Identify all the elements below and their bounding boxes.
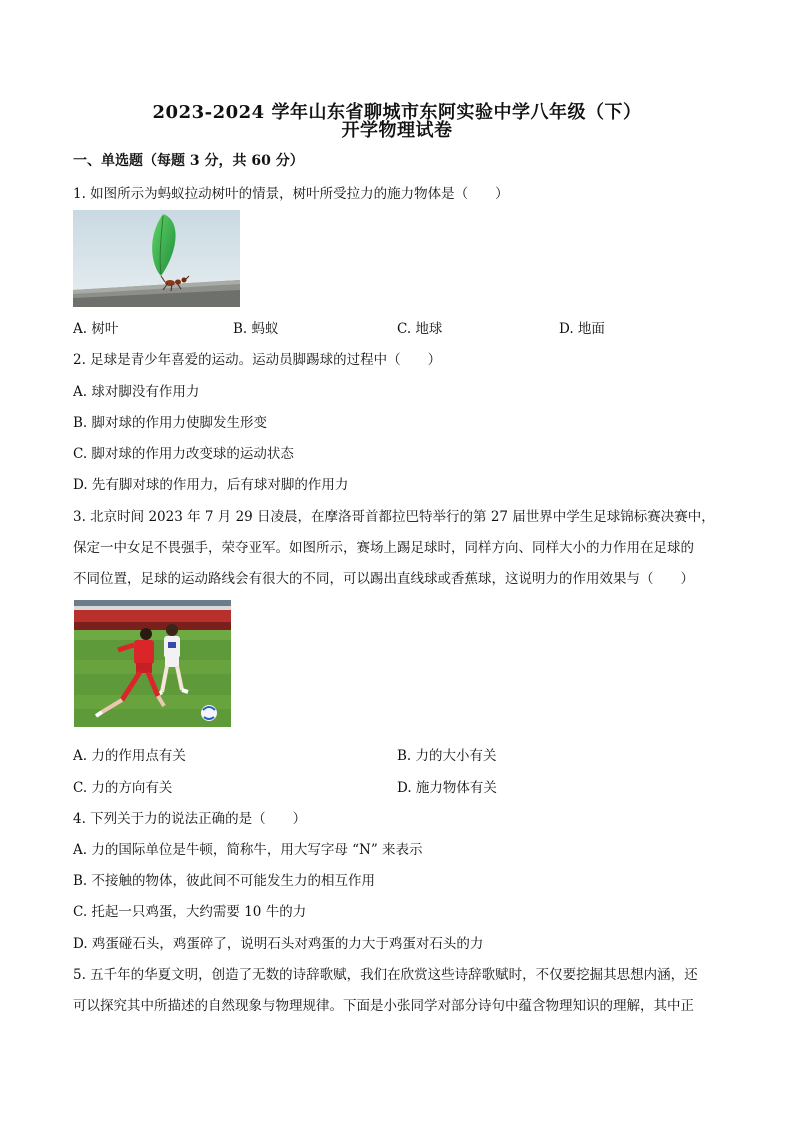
q3-option-c: C. 力的方向有关	[73, 780, 173, 796]
q2-option-d: D. 先有脚对球的作用力，后有球对脚的作用力	[73, 477, 349, 493]
ant-leaf-figure	[73, 210, 240, 307]
q1-option-c: C. 地球	[397, 321, 443, 337]
exam-title: 2023-2024 学年山东省聊城市东阿实验中学八年级（下）	[152, 102, 642, 123]
q2-option-c: C. 脚对球的作用力改变球的运动状态	[73, 446, 294, 462]
q1-option-a: A. 树叶	[73, 321, 119, 337]
football-match-figure	[74, 600, 231, 727]
exam-subtitle: 开学物理试卷	[341, 120, 453, 141]
q3-option-d: D. 施力物体有关	[397, 780, 497, 796]
q3-option-a: A. 力的作用点有关	[73, 748, 186, 764]
question-3-stem-line-3: 不同位置，足球的运动路线会有很大的不同，可以踢出直线球或香蕉球，这说明力的作用效果与（ ）	[73, 571, 694, 587]
q1-option-d: D. 地面	[559, 321, 605, 337]
question-1-stem: 1. 如图所示为蚂蚁拉动树叶的情景，树叶所受拉力的施力物体是（ ）	[73, 186, 509, 202]
question-5-stem-line-1: 5. 五千年的华夏文明，创造了无数的诗辞歌赋，我们在欣赏这些诗辞歌赋时，不仅要挖掘其思想内涵，还	[73, 967, 698, 983]
question-5-stem-line-2: 可以探究其中所描述的自然现象与物理规律。下面是小张同学对部分诗句中蕴含物理知识的理解，其中正	[73, 998, 694, 1014]
q4-option-c: C. 托起一只鸡蛋，大约需要 10 牛的力	[73, 904, 307, 920]
q3-option-b: B. 力的大小有关	[397, 748, 497, 764]
question-3-stem-line-2: 保定一中女足不畏强手，荣夺亚军。如图所示，赛场上踢足球时，同样方向、同样大小的力作用在足球的	[73, 540, 694, 556]
question-3-stem-line-1: 3. 北京时间 2023 年 7 月 29 日凌晨，在摩洛哥首都拉巴特举行的第 27 届世界中学生足球锦标赛决赛中，	[73, 509, 715, 525]
question-2-stem: 2. 足球是青少年喜爱的运动。运动员脚踢球的过程中（ ）	[73, 352, 442, 368]
q4-option-d: D. 鸡蛋碰石头，鸡蛋碎了，说明石头对鸡蛋的力大于鸡蛋对石头的力	[73, 936, 484, 952]
section-heading: 一、单选题（每题 3 分，共 60 分）	[73, 153, 304, 169]
q4-option-b: B. 不接触的物体，彼此间不可能发生力的相互作用	[73, 873, 376, 889]
q2-option-b: B. 脚对球的作用力使脚发生形变	[73, 415, 268, 431]
q4-option-a: A. 力的国际单位是牛顿，简称牛，用大写字母 “N” 来表示	[73, 842, 423, 858]
q1-option-b: B. 蚂蚁	[233, 321, 279, 337]
question-4-stem: 4. 下列关于力的说法正确的是（ ）	[73, 811, 307, 827]
q2-option-a: A. 球对脚没有作用力	[73, 384, 200, 400]
